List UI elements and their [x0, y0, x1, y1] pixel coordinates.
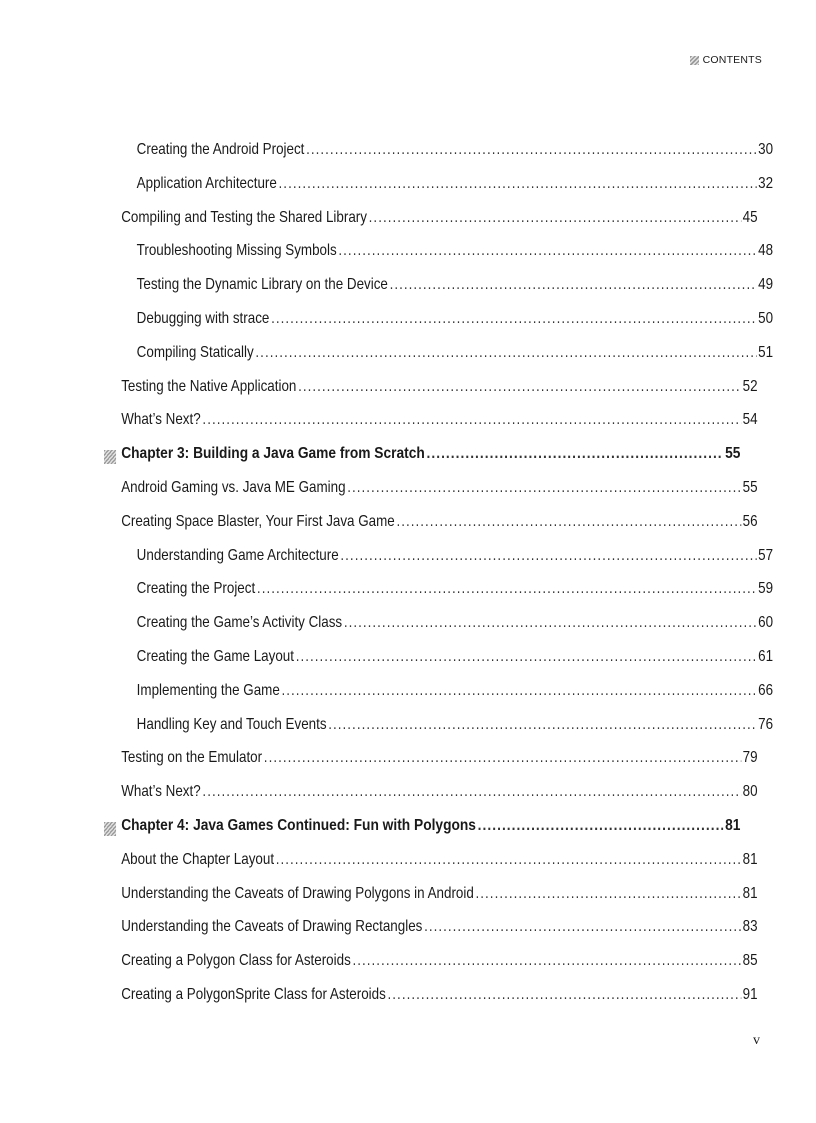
toc-entry	[104, 305, 773, 339]
toc-entry	[104, 744, 758, 778]
toc-entry-page: 81	[742, 884, 758, 902]
dot-leader	[296, 643, 757, 671]
toc-entry-title: Chapter 4: Java Games Continued: Fun with Polygons	[121, 816, 476, 834]
toc-entry	[104, 711, 773, 745]
toc-entry-title: About the Chapter Layout	[121, 850, 275, 868]
chapter-square-icon	[104, 450, 116, 464]
dot-leader	[424, 913, 741, 941]
toc-entry	[104, 204, 758, 238]
toc-entry-title: Testing on the Emulator	[121, 749, 263, 767]
toc-entry	[104, 474, 758, 508]
toc-entry	[104, 542, 773, 576]
toc-entry-title: Creating Space Blaster, Your First Java Game	[121, 512, 395, 530]
toc-entry-page: 79	[742, 749, 758, 767]
toc-entry-page: 54	[742, 411, 758, 429]
dot-leader	[390, 271, 757, 299]
toc-entry-page: 80	[742, 783, 758, 801]
toc-entry-page: 51	[758, 343, 774, 361]
toc-entry-page: 55	[725, 445, 741, 463]
toc-entry-title: Understanding Game Architecture	[136, 546, 339, 564]
toc-entry	[104, 609, 773, 643]
toc-entry	[104, 846, 758, 880]
toc-entry-title: Handling Key and Touch Events	[136, 715, 327, 733]
toc-entry	[104, 981, 758, 1015]
dot-leader	[476, 880, 741, 908]
dot-leader	[298, 373, 741, 401]
toc-entry-page: 45	[742, 208, 758, 226]
toc-entry-title: Debugging with strace	[136, 309, 270, 327]
toc-entry-page: 76	[758, 715, 774, 733]
toc-entry	[104, 778, 758, 812]
dot-leader	[427, 440, 724, 468]
header-square-icon	[690, 56, 699, 65]
toc-entry-title: What’s Next?	[121, 783, 201, 801]
dot-leader	[347, 474, 741, 502]
toc-entry	[104, 913, 758, 947]
running-header	[690, 54, 762, 66]
dot-leader	[328, 711, 756, 739]
toc-entry-title: Chapter 3: Building a Java Game from Scratch	[121, 445, 425, 463]
dot-leader	[202, 406, 741, 434]
toc-entry	[104, 880, 758, 914]
toc-entry-page: 56	[742, 512, 758, 530]
toc-entry	[104, 271, 773, 305]
dot-leader	[369, 204, 741, 232]
toc-entry-page: 48	[758, 242, 774, 260]
toc-entry-title: Creating the Game’s Activity Class	[136, 614, 343, 632]
dot-leader	[306, 136, 756, 164]
toc-entry-title: Implementing the Game	[136, 681, 280, 699]
toc-entry-title: Testing the Dynamic Library on the Device	[136, 276, 388, 294]
toc-entry-page: 83	[742, 918, 758, 936]
toc-entry-title: Compiling and Testing the Shared Library	[121, 208, 367, 226]
toc-entry-page: 59	[758, 580, 774, 598]
toc-entry	[104, 575, 773, 609]
toc-entry-title: Testing the Native Application	[121, 377, 297, 395]
toc-entry	[104, 170, 773, 204]
toc-entry-title: Creating the Game Layout	[136, 647, 294, 665]
dot-leader	[282, 677, 757, 705]
dot-leader	[271, 305, 756, 333]
toc-entry-page: 91	[742, 985, 758, 1003]
toc-entry	[104, 643, 773, 677]
toc-entry-page: 55	[742, 478, 758, 496]
toc-entry	[104, 508, 758, 542]
toc-entry	[104, 237, 773, 271]
dot-leader	[202, 778, 741, 806]
toc-entry	[104, 406, 758, 440]
toc-entry-page: 32	[758, 174, 774, 192]
chapter-square-icon	[104, 822, 116, 836]
toc-entry	[104, 373, 758, 407]
toc-entry-title: Understanding the Caveats of Drawing Polygons in Android	[121, 884, 474, 902]
toc-entry-title: Troubleshooting Missing Symbols	[136, 242, 337, 260]
toc-chapter-entry	[104, 440, 740, 474]
toc-entry-title: Compiling Statically	[136, 343, 254, 361]
header-label: CONTENTS	[702, 54, 762, 66]
toc-entry	[104, 136, 773, 170]
dot-leader	[255, 339, 756, 367]
toc-entry-page: 81	[725, 816, 741, 834]
toc-entry-page: 30	[758, 141, 774, 158]
toc-entry-page: 61	[758, 647, 774, 665]
toc-entry-title: Creating the Project	[136, 580, 256, 598]
toc-entry-title: Creating a PolygonSprite Class for Asteroids	[121, 985, 386, 1003]
toc-entry-title: Understanding the Caveats of Drawing Rectangles	[121, 918, 423, 936]
dot-leader	[340, 542, 756, 570]
page-number: v	[753, 1033, 760, 1048]
toc-entry-title: Creating the Android Project	[136, 141, 305, 158]
dot-leader	[276, 846, 741, 874]
dot-leader	[388, 981, 741, 1009]
dot-leader	[396, 508, 740, 536]
dot-leader	[338, 237, 756, 265]
dot-leader	[279, 170, 757, 198]
toc-entry-title: What’s Next?	[121, 411, 201, 429]
dot-leader	[478, 812, 724, 840]
table-of-contents	[104, 136, 774, 1015]
toc-entry-page: 60	[758, 614, 774, 632]
toc-entry-page: 57	[758, 546, 774, 564]
toc-entry	[104, 947, 758, 981]
dot-leader	[344, 609, 757, 637]
dot-leader	[257, 575, 756, 603]
toc-entry-page: 66	[758, 681, 774, 699]
toc-entry-page: 85	[742, 952, 758, 970]
toc-entry-title: Android Gaming vs. Java ME Gaming	[121, 478, 346, 496]
toc-entry-page: 52	[742, 377, 758, 395]
toc-entry-page: 49	[758, 276, 774, 294]
toc-entry-page: 81	[742, 850, 758, 868]
toc-entry-title: Creating a Polygon Class for Asteroids	[121, 952, 351, 970]
dot-leader	[264, 744, 741, 772]
toc-entry-page: 50	[758, 309, 774, 327]
toc-entry	[104, 677, 773, 711]
toc-entry-title: Application Architecture	[136, 174, 277, 192]
dot-leader	[353, 947, 741, 975]
toc-entry	[104, 339, 773, 373]
toc-chapter-entry	[104, 812, 740, 846]
